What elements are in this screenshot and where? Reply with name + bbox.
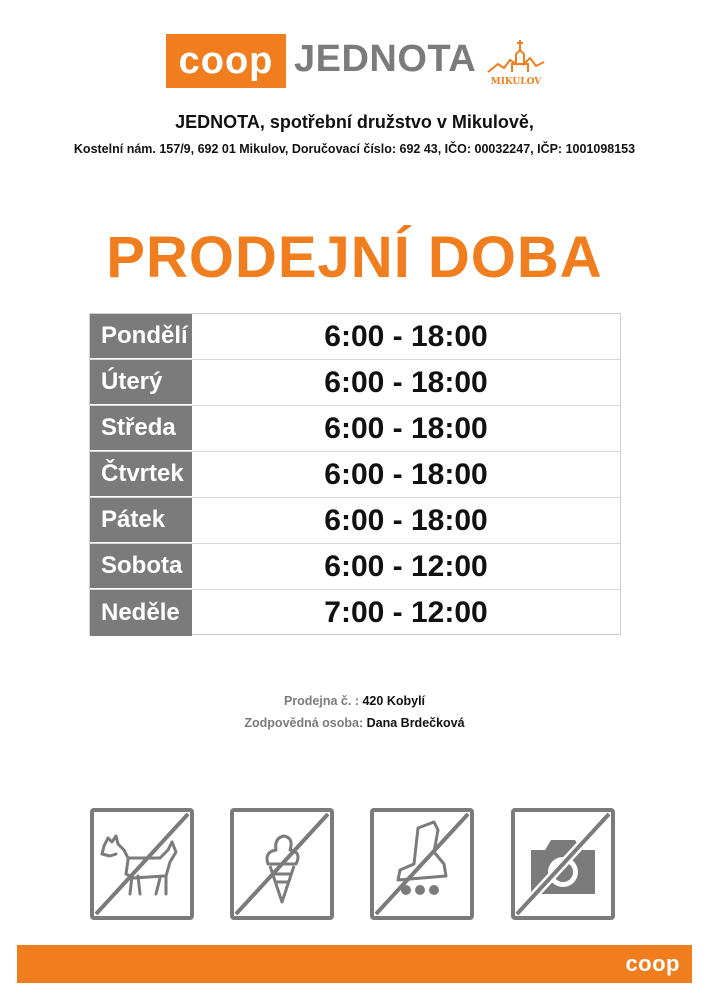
hours-row-friday xyxy=(90,498,620,544)
prohibition-signs xyxy=(0,808,709,920)
hours-row-sunday xyxy=(90,590,620,636)
coop-logo: coop xyxy=(166,34,286,88)
day-label: Čtvrtek xyxy=(90,452,192,497)
no-ice-cream-icon xyxy=(230,808,334,920)
day-label: Neděle xyxy=(90,590,192,636)
day-label: Středa xyxy=(90,406,192,451)
no-rollerblades-icon xyxy=(370,808,474,920)
store-number-label: Prodejna č. : xyxy=(283,694,359,708)
responsible-person-value: Dana Brdečková xyxy=(366,716,465,730)
hours-row-saturday xyxy=(90,544,620,590)
time-value: 6:00 - 18:00 xyxy=(324,319,488,353)
footer-coop-logo: coop xyxy=(625,951,680,976)
time-value: 6:00 - 18:00 xyxy=(324,411,488,445)
opening-hours-table xyxy=(89,313,621,635)
mikulov-label: MIKULOV xyxy=(490,77,542,87)
time-value: 6:00 - 12:00 xyxy=(324,549,488,583)
jednota-logo xyxy=(166,34,556,88)
jednota-wordmark: JEDNOTA xyxy=(294,38,477,80)
time-value: 7:00 - 12:00 xyxy=(324,596,488,629)
page-title: PRODEJNÍ DOBA xyxy=(106,225,603,290)
cooperative-address: Kostelní nám. 157/9, 692 01 Mikulov, Doručovací číslo: 692 43, IČO: 00032247, IČP: 1001098153 xyxy=(73,142,636,156)
cooperative-name: JEDNOTA, spotřební družstvo v Mikulově, xyxy=(175,112,534,132)
store-info xyxy=(0,690,709,734)
day-label: Úterý xyxy=(90,360,192,405)
hours-row-thursday xyxy=(90,452,620,498)
responsible-person-line xyxy=(0,712,709,734)
responsible-person-label: Zodpovědná osoba: xyxy=(244,716,364,730)
day-label: Pondělí xyxy=(90,314,192,359)
no-photography-icon xyxy=(511,808,615,920)
store-number-value: 420 Kobylí xyxy=(362,694,426,708)
no-dogs-icon xyxy=(90,808,194,920)
time-value: 6:00 - 18:00 xyxy=(324,365,488,399)
footer-bar xyxy=(17,945,692,983)
time-value: 6:00 - 18:00 xyxy=(324,503,488,537)
store-number-line xyxy=(0,690,709,712)
hours-row-monday xyxy=(90,314,620,360)
day-label: Sobota xyxy=(90,544,192,589)
hours-row-wednesday xyxy=(90,406,620,452)
time-value: 6:00 - 18:00 xyxy=(324,457,488,491)
hours-row-tuesday xyxy=(90,360,620,406)
day-label: Pátek xyxy=(90,498,192,543)
